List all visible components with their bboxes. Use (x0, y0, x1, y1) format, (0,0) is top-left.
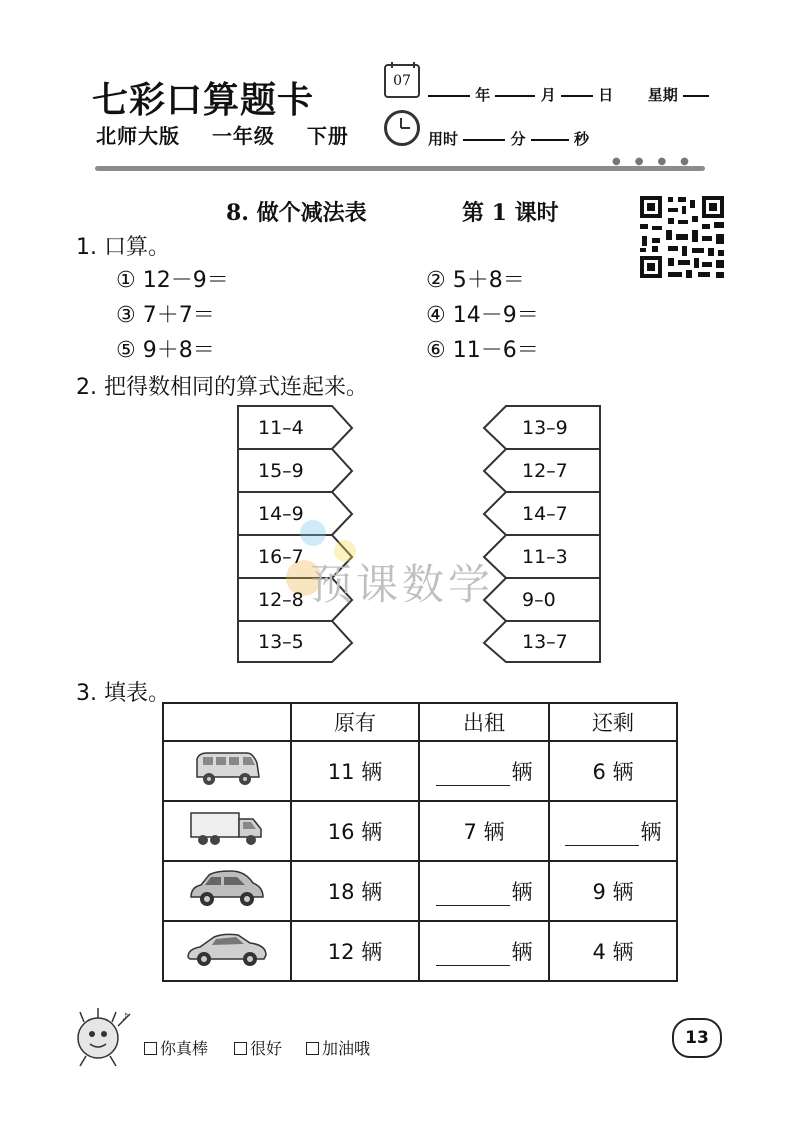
time-used-label: 用时 (428, 130, 459, 148)
match-left-1: 11–4 (258, 417, 304, 439)
year-label: 年 (475, 86, 491, 104)
brand-title: 七彩口算题卡 (92, 79, 315, 121)
remaining-cell[interactable] (549, 801, 677, 861)
lesson-title: 8. 做个减法表 (226, 200, 367, 226)
right-arrow-boxes (480, 404, 602, 664)
watermark-blue-dot (300, 520, 326, 546)
match-left-4: 16–7 (258, 546, 304, 568)
table-row (163, 921, 677, 981)
edition-line (96, 120, 349, 149)
volume: 下册 (306, 124, 349, 148)
remaining-cell: 4 辆 (549, 921, 677, 981)
left-arrow-boxes (236, 404, 356, 664)
vehicle-cell (163, 861, 291, 921)
page-number: 13 (672, 1018, 722, 1058)
table-header-row (163, 703, 677, 741)
rented-cell: 7 辆 (419, 801, 549, 861)
answer-blank[interactable] (436, 765, 510, 786)
calendar-icon (384, 64, 420, 98)
decorative-dots: ●●●● (612, 156, 703, 167)
cartoon-mascot-icon (70, 1006, 136, 1070)
table-row (163, 861, 677, 921)
match-right-3: 14–7 (522, 503, 568, 525)
calc-item-4: ④ 14－9＝ (426, 303, 539, 328)
table-row (163, 801, 677, 861)
calc-item-2: ② 5＋8＝ (426, 268, 525, 293)
match-right-1: 13–9 (522, 417, 568, 439)
vehicle-cell (163, 801, 291, 861)
day-label: 日 (598, 86, 614, 104)
rating-label: 你真棒 (160, 1039, 209, 1058)
weekday-label: 星期 (647, 86, 678, 104)
q1-heading: 1. 口算。 (76, 235, 170, 260)
watermark: 预课数学 (310, 560, 495, 609)
original-cell: 12 辆 (291, 921, 419, 981)
rented-cell[interactable] (419, 741, 549, 801)
match-right-5: 9–0 (522, 589, 556, 611)
match-right-2: 12–7 (522, 460, 568, 482)
q2-heading: 2. 把得数相同的算式连起来。 (76, 375, 368, 400)
grade: 一年级 (211, 124, 275, 148)
answer-blank[interactable] (565, 825, 639, 846)
original-cell: 11 辆 (291, 741, 419, 801)
time-fields (428, 128, 589, 149)
checkbox-icon[interactable] (306, 1042, 319, 1055)
sports-car-icon (184, 927, 270, 971)
calc-item-1: ① 12－9＝ (116, 268, 229, 293)
rating-option-1[interactable] (144, 1036, 208, 1059)
vehicle-cell (163, 741, 291, 801)
calendar-number: 07 (393, 73, 411, 89)
header-cell-original: 原有 (291, 703, 419, 741)
rented-cell[interactable] (419, 921, 549, 981)
vehicle-cell (163, 921, 291, 981)
hatchback-car-icon (187, 865, 267, 913)
unit-label: 辆 (640, 820, 662, 844)
checkbox-icon[interactable] (234, 1042, 247, 1055)
unit-label: 辆 (511, 940, 533, 964)
checkbox-icon[interactable] (144, 1042, 157, 1055)
month-label: 月 (540, 86, 556, 104)
minibus-icon (191, 747, 263, 791)
remaining-cell: 9 辆 (549, 861, 677, 921)
lesson-period: 第 1 课时 (462, 200, 559, 226)
minute-label: 分 (510, 130, 526, 148)
unit-label: 辆 (511, 880, 533, 904)
rented-cell[interactable] (419, 861, 549, 921)
original-cell: 16 辆 (291, 801, 419, 861)
clock-icon (384, 110, 420, 146)
table-row (163, 741, 677, 801)
match-right-4: 11–3 (522, 546, 568, 568)
answer-blank[interactable] (436, 945, 510, 966)
remaining-cell: 6 辆 (549, 741, 677, 801)
edition: 北师大版 (96, 124, 180, 148)
q3-heading: 3. 填表。 (76, 681, 170, 706)
calc-item-5: ⑤ 9＋8＝ (116, 338, 215, 363)
second-label: 秒 (573, 130, 589, 148)
rating-option-2[interactable] (234, 1036, 282, 1059)
rental-table (162, 702, 678, 982)
match-left-6: 13–5 (258, 631, 304, 653)
match-left-2: 15–9 (258, 460, 304, 482)
header-cell-empty (163, 703, 291, 741)
header-cell-rented: 出租 (419, 703, 549, 741)
rating-label: 加油哦 (322, 1039, 371, 1058)
rating-label: 很好 (250, 1039, 283, 1058)
qr-code-icon (638, 194, 726, 280)
answer-blank[interactable] (436, 885, 510, 906)
svg-text:♪: ♪ (122, 1012, 129, 1023)
date-fields (428, 84, 709, 105)
header-cell-remaining: 还剩 (549, 703, 677, 741)
calc-item-6: ⑥ 11－6＝ (426, 338, 539, 363)
unit-label: 辆 (511, 760, 533, 784)
match-left-3: 14–9 (258, 503, 304, 525)
match-right-6: 13–7 (522, 631, 568, 653)
rating-option-3[interactable] (306, 1036, 370, 1059)
match-left-5: 12–8 (258, 589, 304, 611)
calc-item-3: ③ 7＋7＝ (116, 303, 215, 328)
original-cell: 18 辆 (291, 861, 419, 921)
truck-icon (187, 807, 267, 851)
